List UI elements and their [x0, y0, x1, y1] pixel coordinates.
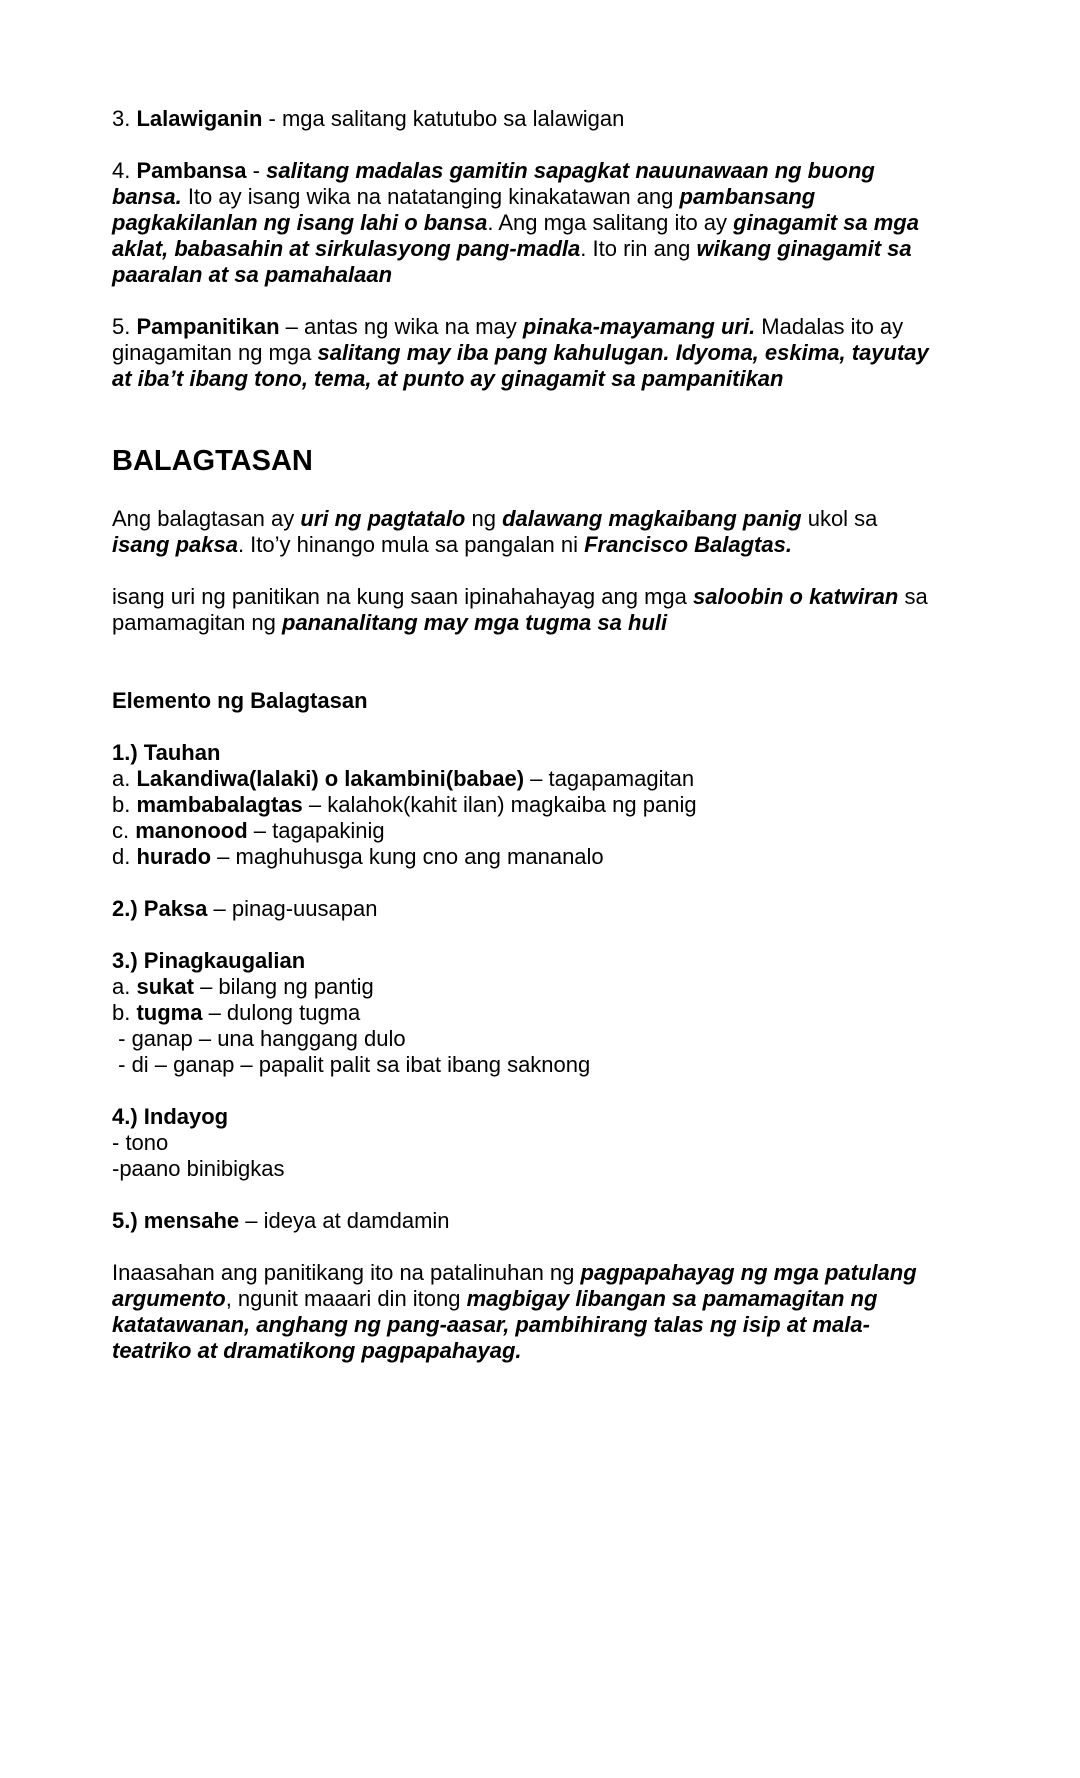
text-run: – maghuhusga kung cno ang mananalo — [211, 844, 604, 869]
paragraph-balagtasan-definition — [112, 506, 936, 558]
text-run: Lakandiwa(lalaki) o lakambini(babae) — [136, 766, 525, 791]
text-run: , ngunit maaari din itong — [225, 1286, 467, 1311]
text-run: 3. — [112, 106, 137, 131]
text-run: – tagapamagitan — [524, 766, 695, 791]
text-run: pagpapahayag ng mga patulang argumento — [112, 1260, 923, 1311]
text-run: 4. — [112, 158, 137, 183]
element-4-indayog — [112, 1104, 936, 1182]
element-1-tauhan — [112, 740, 936, 870]
text-run: . Ito rin ang — [580, 236, 697, 261]
text-run: c. — [112, 818, 136, 843]
element-5-mensahe — [112, 1208, 936, 1234]
text-run: ukol sa — [801, 506, 884, 531]
text-run: . Ito’y hinango mula sa pangalan ni — [237, 532, 585, 557]
text-run: - — [246, 158, 267, 183]
text-run: - ganap – una hanggang dulo — [112, 1026, 406, 1051]
list-line — [112, 740, 936, 766]
text-run: manonood — [135, 818, 248, 843]
text-run: pananalitang may mga tugma sa huli — [282, 610, 668, 635]
text-run: isang paksa — [112, 532, 238, 557]
list-item-5-pampanitikan — [112, 314, 936, 392]
text-run: - mga salitang katutubo sa lalawigan — [262, 106, 625, 131]
text-run: Ito ay isang wika na natatanging kinakatawan ang — [181, 184, 680, 209]
text-run: a. — [112, 766, 137, 791]
list-line — [112, 948, 936, 974]
text-run: -paano binibigkas — [112, 1156, 285, 1181]
text-run: pinaka-mayamang uri. — [522, 314, 756, 339]
list-line — [112, 792, 936, 818]
text-run: Elemento ng Balagtasan — [112, 688, 368, 713]
text-run: – tagapakinig — [247, 818, 385, 843]
subsection-title-elemento — [112, 688, 936, 714]
element-2-paksa — [112, 896, 936, 922]
text-run: saloobin o katwiran — [692, 584, 899, 609]
text-run: d. — [112, 844, 137, 869]
document-body — [112, 106, 936, 1364]
list-line — [112, 974, 936, 1000]
list-line — [112, 1130, 936, 1156]
text-run: – dulong tugma — [202, 1000, 361, 1025]
text-run: 5. — [112, 314, 137, 339]
text-run: Francisco Balagtas. — [584, 532, 792, 557]
text-run: 1.) Tauhan — [112, 740, 221, 765]
list-item-3-lalawiganin — [112, 106, 936, 132]
text-run: Ang balagtasan ay — [112, 506, 301, 531]
list-line — [112, 844, 936, 870]
text-run: ginagamit sa mga aklat, babasahin at sirkulasyong pang-madla — [112, 210, 926, 261]
text-run: BALAGTASAN — [112, 445, 313, 477]
text-run: wikang ginagamit sa paaralan at sa pamahalaan — [112, 236, 918, 287]
text-run: – kalahok(kahit ilan) magkaiba ng panig — [302, 792, 697, 817]
list-line — [112, 766, 936, 792]
text-run: Madalas ito ay ginagamitan ng mga — [112, 314, 910, 365]
text-run: 5.) mensahe — [112, 1208, 240, 1233]
paragraph-balagtasan-description — [112, 584, 936, 636]
list-line — [112, 1026, 936, 1052]
list-line — [112, 1104, 936, 1130]
text-run: 3.) Pinagkaugalian — [112, 948, 306, 973]
text-run: salitang madalas gamitin sapagkat nauunawaan ng buong bansa. — [112, 158, 881, 209]
list-line — [112, 1052, 936, 1078]
text-run: – ideya at damdamin — [239, 1208, 450, 1233]
text-run: magbigay libangan sa pamamagitan ng katatawanan, anghang ng pang-aasar, pambihirang talas ng isip at mala-teatriko at dramatikong pagpapahayag. — [112, 1286, 884, 1363]
text-run: . Ang mga salitang ito ay — [487, 210, 734, 235]
text-run: – bilang ng pantig — [193, 974, 374, 999]
text-run: salitang may iba pang kahulugan. Idyoma, eskima, tayutay at iba’t ibang tono, tema, at punto ay ginagamit sa pampanitikan — [112, 340, 935, 391]
text-run: b. — [112, 1000, 137, 1025]
text-run: dalawang magkaibang panig — [502, 506, 802, 531]
text-run: hurado — [136, 844, 212, 869]
text-run: isang uri ng panitikan na kung saan ipinahahayag ang mga — [112, 584, 693, 609]
list-line — [112, 1000, 936, 1026]
text-run: Pambansa — [136, 158, 247, 183]
section-title-balagtasan — [112, 444, 936, 478]
text-run: Pampanitikan — [136, 314, 280, 339]
list-item-4-pambansa — [112, 158, 936, 288]
text-run: - di – ganap – papalit palit sa ibat ibang saknong — [112, 1052, 591, 1077]
text-run: sa pamamagitan ng — [112, 584, 934, 635]
text-run: a. — [112, 974, 137, 999]
text-run: uri ng pagtatalo — [300, 506, 466, 531]
text-run: – pinag-uusapan — [207, 896, 378, 921]
text-run: - tono — [112, 1130, 169, 1155]
text-run: sukat — [136, 974, 194, 999]
text-run: mambabalagtas — [136, 792, 303, 817]
list-line — [112, 818, 936, 844]
text-run: Inaasahan ang panitikang ito na patalinuhan ng — [112, 1260, 581, 1285]
text-run: 2.) Paksa — [112, 896, 208, 921]
list-line — [112, 1156, 936, 1182]
text-run: pambansang pagkakilanlan ng isang lahi o bansa — [112, 184, 822, 235]
text-run: Lalawiganin — [136, 106, 263, 131]
text-run: b. — [112, 792, 137, 817]
text-run: – antas ng wika na may — [279, 314, 523, 339]
text-run: tugma — [136, 1000, 203, 1025]
text-run: 4.) Indayog — [112, 1104, 229, 1129]
element-3-pinagkaugalian — [112, 948, 936, 1078]
text-run: ng — [465, 506, 503, 531]
paragraph-closing — [112, 1260, 936, 1364]
